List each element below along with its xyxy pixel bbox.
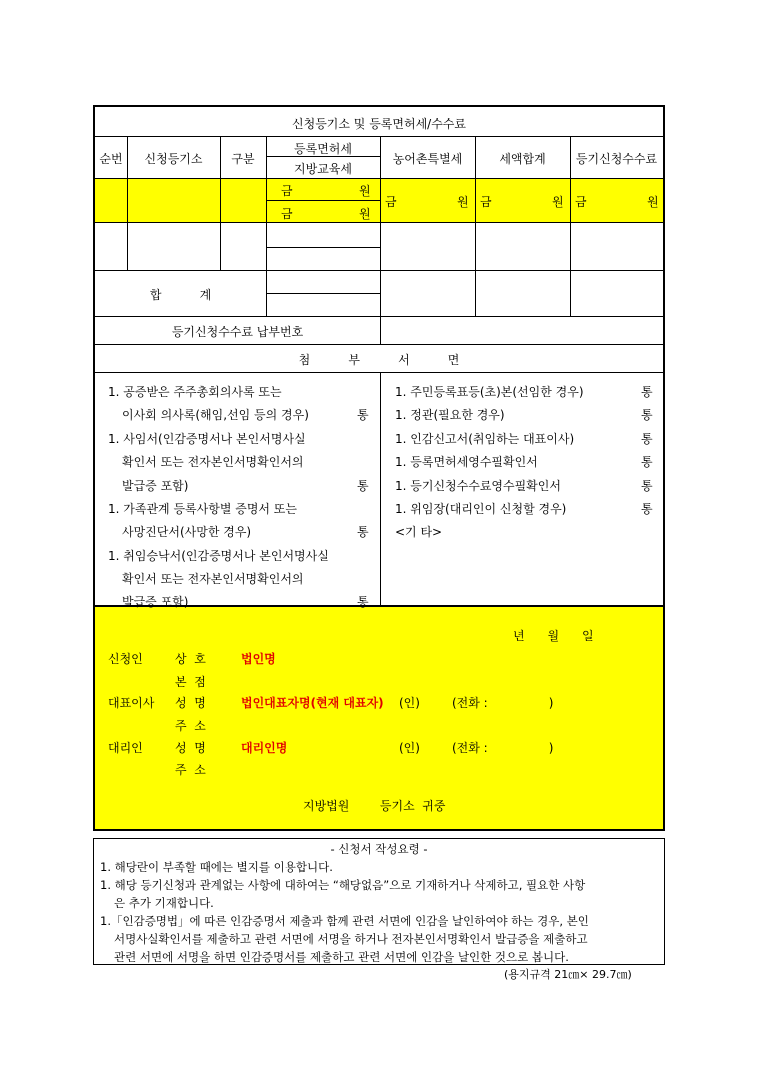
fee-payment-no-label: 등기신청수수료 납부번호 xyxy=(171,325,304,339)
right-tong-6: 통 xyxy=(641,502,653,516)
header-edu-tax: 지방교육세 xyxy=(294,162,352,176)
edu-tax-won: 원 xyxy=(359,207,371,221)
note-line-4: 1.「인감증명법」에 따른 인감증명서 제출과 함께 관련 서면에 인감을 날인하여야 하는 경우, 본인 xyxy=(100,914,589,928)
court-line: 지방법원 등기소 귀중 xyxy=(303,799,446,813)
right-item-5: 1. 등기신청수수료영수필확인서 xyxy=(395,479,561,493)
right-tong-3: 통 xyxy=(641,432,653,446)
notes-title: - 신청서 작성요령 - xyxy=(330,842,428,856)
fee-geum: 금 xyxy=(575,195,587,209)
header-office: 신청등기소 xyxy=(144,152,203,166)
left-item-10: 발급증 포함) xyxy=(122,595,189,609)
agent-address-label: 주 소 xyxy=(175,763,206,777)
right-tong-5: 통 xyxy=(641,479,653,493)
agent-phone: (전화 : ) xyxy=(452,741,554,755)
paper-size: (용지규격 21㎝× 29.7㎝) xyxy=(504,968,632,981)
right-item-7: <기 타> xyxy=(395,525,443,539)
left-item-1: 1. 공증받은 주주총회의사록 또는 xyxy=(108,385,282,399)
note-line-3: 은 추가 기재합니다. xyxy=(114,896,214,910)
edu-tax-geum: 금 xyxy=(281,207,293,221)
right-tong-1: 통 xyxy=(641,385,653,399)
header-no: 순번 xyxy=(99,152,123,166)
note-line-6: 관련 서면에 서명을 하면 인감증명서를 제출하고 관련 서면에 인감을 날인한 것으로 봅니다. xyxy=(114,950,569,964)
right-item-2: 1. 정관(필요한 경우) xyxy=(395,408,505,422)
rural-tax-geum: 금 xyxy=(385,195,397,209)
left-item-5: 발급증 포함) xyxy=(122,479,189,493)
left-item-3: 1. 사임서(인감증명서나 본인서명사실 xyxy=(108,432,306,446)
left-tong-1: 통 xyxy=(357,408,369,422)
reg-tax-won: 원 xyxy=(359,184,371,198)
header-type: 구분 xyxy=(231,152,255,166)
head-office-label: 본 점 xyxy=(175,675,206,689)
header-reg-tax: 등록면허세 xyxy=(294,142,352,156)
form-title: 신청등기소 및 등록면허세/수수료 xyxy=(292,117,466,131)
note-line-1: 1. 해당란이 부족할 때에는 별지를 이용합니다. xyxy=(100,860,333,874)
agent-name-value: 대리인명 xyxy=(241,741,288,755)
right-item-3: 1. 인감신고서(취임하는 대표이사) xyxy=(395,432,575,446)
representative-label: 대표이사 xyxy=(108,696,155,710)
sum-label: 합 계 xyxy=(149,288,212,302)
header-rural-tax: 농어촌특별세 xyxy=(392,152,463,166)
rep-address-label: 주 소 xyxy=(175,719,206,733)
rural-tax-won: 원 xyxy=(457,195,469,209)
note-line-5: 서명사실확인서를 제출하고 관련 서면에 서명을 하거나 전자본인서명확인서 발급증을 제출하고 xyxy=(114,932,588,946)
tax-total-won: 원 xyxy=(552,195,564,209)
agent-label: 대리인 xyxy=(108,741,143,755)
trade-name-value: 법인명 xyxy=(241,652,276,666)
left-item-4: 확인서 또는 전자본인서명확인서의 xyxy=(122,455,304,469)
left-item-7: 사망진단서(사망한 경우) xyxy=(122,525,252,539)
agent-seal: (인) xyxy=(399,741,420,755)
fee-won: 원 xyxy=(647,195,659,209)
left-item-9: 확인서 또는 전자본인서명확인서의 xyxy=(122,572,304,586)
right-tong-4: 통 xyxy=(641,455,653,469)
form-frame xyxy=(93,105,665,831)
rep-seal: (인) xyxy=(399,696,420,710)
rep-name-label: 성 명 xyxy=(175,696,206,710)
header-fee: 등기신청수수료 xyxy=(575,152,658,166)
reg-tax-geum: 금 xyxy=(281,184,293,198)
left-tong-2: 통 xyxy=(357,479,369,493)
left-item-8: 1. 취임승낙서(인감증명서나 본인서명사실 xyxy=(108,549,329,563)
tax-total-geum: 금 xyxy=(480,195,492,209)
applicant-label: 신청인 xyxy=(108,652,143,666)
left-tong-3: 통 xyxy=(357,525,369,539)
note-line-2: 1. 해당 등기신청과 관계없는 사항에 대하여는 “해당없음”으로 기재하거나 삭제하고, 필요한 사항 xyxy=(100,878,586,892)
left-tong-4: 통 xyxy=(357,595,369,609)
rep-phone: (전화 : ) xyxy=(452,696,554,710)
rep-name-value: 법인대표자명(현재 대표자) xyxy=(241,696,384,710)
trade-name-label: 상 호 xyxy=(175,652,206,666)
right-item-6: 1. 위임장(대리인이 신청할 경우) xyxy=(395,502,567,516)
left-item-6: 1. 가족관계 등록사항별 증명서 또는 xyxy=(108,502,297,516)
attachments-title: 첨 부 서 면 xyxy=(298,353,460,367)
right-item-4: 1. 등록면허세영수필확인서 xyxy=(395,455,538,469)
right-item-1: 1. 주민등록표등(초)본(선임한 경우) xyxy=(395,385,584,399)
notes-box xyxy=(93,838,665,965)
header-tax-total: 세액합계 xyxy=(499,152,546,166)
date-line: 년 월 일 xyxy=(513,629,594,643)
right-tong-2: 통 xyxy=(641,408,653,422)
left-item-2: 이사회 의사록(해임,선임 등의 경우) xyxy=(122,408,309,422)
agent-name-label: 성 명 xyxy=(175,741,206,755)
